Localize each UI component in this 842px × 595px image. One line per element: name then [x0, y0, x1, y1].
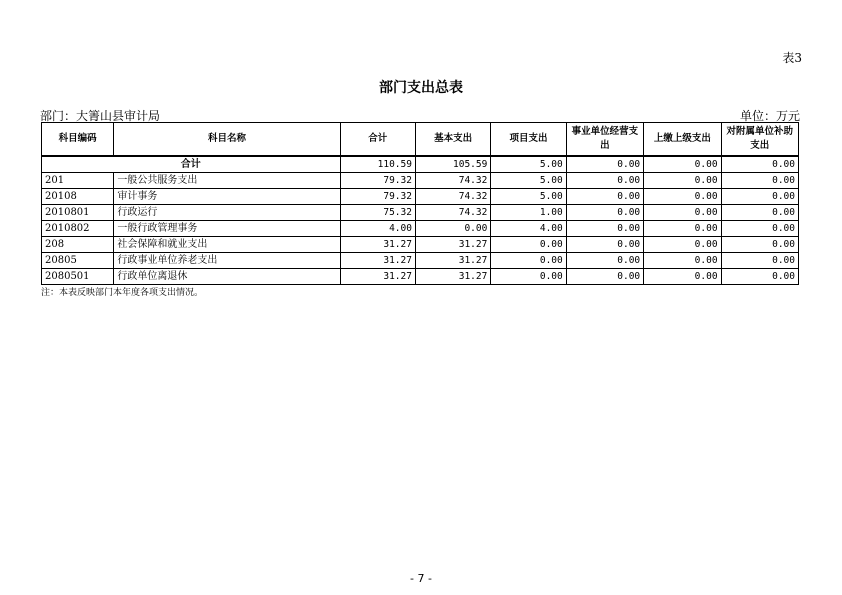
- header-basic: 基本支出: [415, 123, 490, 157]
- project-cell: 4.00: [491, 221, 566, 237]
- header-business: 事业单位经营支出: [566, 123, 643, 157]
- basic-cell: 105.59: [415, 156, 490, 173]
- name-cell: 一般公共服务支出: [114, 173, 340, 189]
- total-cell: 4.00: [340, 221, 415, 237]
- project-cell: 5.00: [491, 189, 566, 205]
- table-row: [42, 189, 799, 205]
- name-cell: 审计事务: [114, 189, 340, 205]
- business-cell: 0.00: [566, 189, 643, 205]
- table-row: [42, 173, 799, 189]
- subsidy-cell: 0.00: [721, 156, 798, 173]
- basic-cell: 31.27: [415, 237, 490, 253]
- table-number: 表3: [782, 51, 802, 65]
- table-row: [42, 237, 799, 253]
- business-cell: 0.00: [566, 156, 643, 173]
- total-cell: 79.32: [340, 173, 415, 189]
- name-cell: 行政单位离退休: [114, 269, 340, 285]
- table-row: [42, 221, 799, 237]
- business-cell: 0.00: [566, 237, 643, 253]
- code-cell: 201: [42, 173, 114, 189]
- code-cell: 20805: [42, 253, 114, 269]
- code-cell: 2010801: [42, 205, 114, 221]
- transfer-up-cell: 0.00: [644, 205, 721, 221]
- business-cell: 0.00: [566, 253, 643, 269]
- project-cell: 0.00: [491, 253, 566, 269]
- header-project: 项目支出: [491, 123, 566, 157]
- name-cell: 行政事业单位养老支出: [114, 253, 340, 269]
- name-cell: 社会保障和就业支出: [114, 237, 340, 253]
- basic-cell: 74.32: [415, 189, 490, 205]
- table-row: [42, 269, 799, 285]
- business-cell: 0.00: [566, 173, 643, 189]
- subsidy-cell: 0.00: [721, 253, 798, 269]
- code-cell: 2080501: [42, 269, 114, 285]
- code-cell: 2010802: [42, 221, 114, 237]
- department-label: 部门：大箐山县审计局: [40, 109, 161, 123]
- subsidy-cell: 0.00: [721, 237, 798, 253]
- project-cell: 5.00: [491, 156, 566, 173]
- header-total: 合计: [340, 123, 415, 157]
- expenditure-table: [41, 122, 799, 285]
- total-row: [42, 156, 799, 173]
- table-row: [42, 205, 799, 221]
- total-cell: 79.32: [340, 189, 415, 205]
- name-cell: 一般行政管理事务: [114, 221, 340, 237]
- code-cell: 20108: [42, 189, 114, 205]
- project-cell: 0.00: [491, 237, 566, 253]
- unit-label: 单位：万元: [739, 109, 800, 123]
- header-code: 科目编码: [42, 123, 114, 157]
- project-cell: 1.00: [491, 205, 566, 221]
- transfer-up-cell: 0.00: [644, 221, 721, 237]
- total-cell: 75.32: [340, 205, 415, 221]
- subsidy-cell: 0.00: [721, 205, 798, 221]
- project-cell: 0.00: [491, 269, 566, 285]
- basic-cell: 31.27: [415, 253, 490, 269]
- header-name: 科目名称: [114, 123, 340, 157]
- total-label: 合计: [42, 156, 341, 173]
- table-row: [42, 253, 799, 269]
- subsidy-cell: 0.00: [721, 189, 798, 205]
- transfer-up-cell: 0.00: [644, 269, 721, 285]
- page-number: - 7 -: [410, 572, 432, 585]
- basic-cell: 0.00: [415, 221, 490, 237]
- transfer-up-cell: 0.00: [644, 173, 721, 189]
- table-header-row: [42, 123, 799, 157]
- total-cell: 31.27: [340, 237, 415, 253]
- basic-cell: 74.32: [415, 173, 490, 189]
- header-transfer-up: 上缴上级支出: [644, 123, 721, 157]
- basic-cell: 31.27: [415, 269, 490, 285]
- basic-cell: 74.32: [415, 205, 490, 221]
- code-cell: 208: [42, 237, 114, 253]
- page-title: 部门支出总表: [379, 80, 463, 96]
- table-note: 注：本表反映部门本年度各项支出情况。: [41, 288, 204, 298]
- transfer-up-cell: 0.00: [644, 253, 721, 269]
- subsidy-cell: 0.00: [721, 221, 798, 237]
- business-cell: 0.00: [566, 269, 643, 285]
- header-subsidy: 对附属单位补助支出: [721, 123, 798, 157]
- name-cell: 行政运行: [114, 205, 340, 221]
- total-cell: 31.27: [340, 253, 415, 269]
- subsidy-cell: 0.00: [721, 269, 798, 285]
- business-cell: 0.00: [566, 205, 643, 221]
- business-cell: 0.00: [566, 221, 643, 237]
- subsidy-cell: 0.00: [721, 173, 798, 189]
- transfer-up-cell: 0.00: [644, 156, 721, 173]
- total-cell: 110.59: [340, 156, 415, 173]
- total-cell: 31.27: [340, 269, 415, 285]
- project-cell: 5.00: [491, 173, 566, 189]
- transfer-up-cell: 0.00: [644, 189, 721, 205]
- transfer-up-cell: 0.00: [644, 237, 721, 253]
